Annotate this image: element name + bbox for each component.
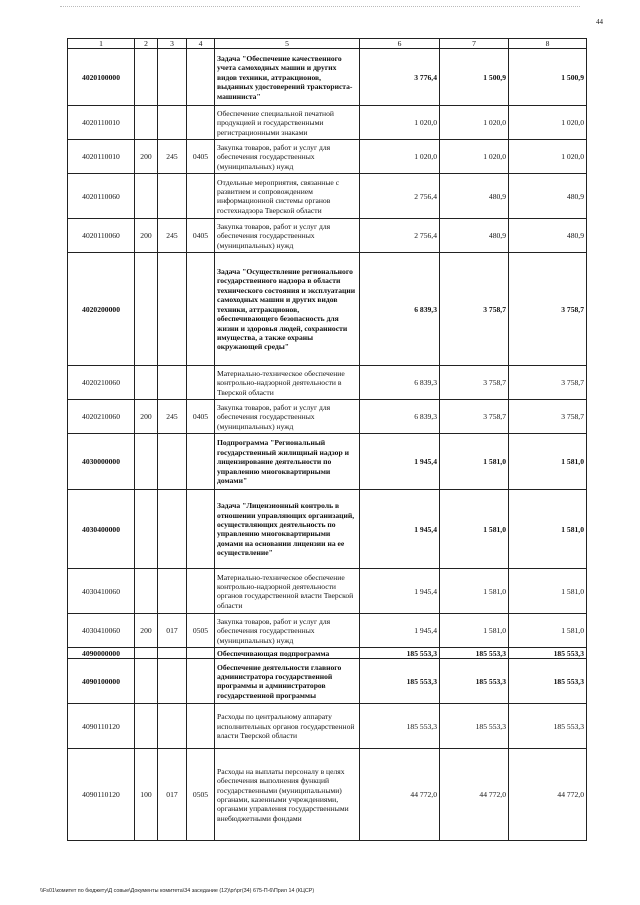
row-value-cell: 2 756,4	[360, 219, 440, 253]
column-header: 4	[187, 39, 215, 49]
row-code-cell: 4020210060	[68, 400, 135, 434]
row-code-cell: 4030400000	[68, 490, 135, 569]
row-name-cell: Закупка товаров, работ и услуг для обеспечения государственных (муниципальных) нужд	[215, 400, 360, 434]
row-section-cell	[187, 704, 215, 749]
column-header: 6	[360, 39, 440, 49]
row-type-cell: 100	[135, 749, 158, 841]
row-value-cell: 1 945,4	[360, 490, 440, 569]
row-value-cell: 185 553,3	[360, 659, 440, 704]
row-admin-cell	[158, 253, 187, 366]
row-value-cell: 3 758,7	[440, 366, 509, 400]
row-section-cell	[187, 659, 215, 704]
table-row	[68, 704, 587, 749]
row-name-cell: Задача "Обеспечение качественного учета самоходных машин и других видов техники, аттракционов, выданных удостоверений тракториста-машиниста"	[215, 49, 360, 106]
table-row	[68, 253, 587, 366]
row-admin-cell	[158, 659, 187, 704]
row-admin-cell: 245	[158, 400, 187, 434]
row-type-cell: 200	[135, 140, 158, 174]
row-section-cell: 0505	[187, 749, 215, 841]
row-admin-cell: 017	[158, 749, 187, 841]
table-row	[68, 174, 587, 219]
row-value-cell: 6 839,3	[360, 400, 440, 434]
row-name-cell: Материально-техническое обеспечение контрольно-надзорной деятельности в Тверской области	[215, 366, 360, 400]
column-header: 7	[440, 39, 509, 49]
row-type-cell	[135, 49, 158, 106]
file-path-footer: \\Fs01\комитет по бюджету\Д совые\Документы комитета\34 заседание (12)\рг\рг(34) 675-П-6\Прил 14 (КЦСР)	[40, 888, 315, 894]
row-value-cell: 1 581,0	[509, 434, 587, 490]
row-value-cell: 1 945,4	[360, 434, 440, 490]
row-admin-cell	[158, 174, 187, 219]
row-value-cell: 1 581,0	[509, 569, 587, 614]
row-value-cell: 6 839,3	[360, 366, 440, 400]
table-row	[68, 569, 587, 614]
row-value-cell: 1 945,4	[360, 614, 440, 648]
table-row	[68, 749, 587, 841]
row-section-cell	[187, 253, 215, 366]
row-admin-cell: 245	[158, 140, 187, 174]
row-admin-cell	[158, 490, 187, 569]
row-code-cell: 4020110010	[68, 106, 135, 140]
row-value-cell: 1 581,0	[440, 569, 509, 614]
row-section-cell	[187, 174, 215, 219]
row-type-cell: 200	[135, 219, 158, 253]
row-name-cell: Задача "Осуществление регионального государственного надзора в области технического состояния и эксплуатации самоходных машин и других видов техники, аттракционов, обеспечивающего безопасность для жизни и здоровья людей, сохранности имущества, а также охраны окружающей среды"	[215, 253, 360, 366]
row-section-cell: 0505	[187, 614, 215, 648]
row-name-cell: Расходы по центральному аппарату исполнительных органов государственной власти Тверской области	[215, 704, 360, 749]
row-name-cell: Задача "Лицензионный контроль в отношении управляющих организаций, осуществляющих деятельность по управлению многоквартирными домами на основании лицензии на ее осуществление"	[215, 490, 360, 569]
row-section-cell	[187, 648, 215, 659]
row-value-cell: 185 553,3	[360, 648, 440, 659]
row-value-cell: 185 553,3	[440, 648, 509, 659]
row-code-cell: 4090110120	[68, 704, 135, 749]
row-value-cell: 185 553,3	[440, 659, 509, 704]
row-code-cell: 4020110010	[68, 140, 135, 174]
row-value-cell: 1 581,0	[509, 614, 587, 648]
row-value-cell: 480,9	[509, 219, 587, 253]
row-type-cell	[135, 659, 158, 704]
row-value-cell: 2 756,4	[360, 174, 440, 219]
row-value-cell: 44 772,0	[360, 749, 440, 841]
column-header: 5	[215, 39, 360, 49]
row-value-cell: 1 581,0	[440, 614, 509, 648]
row-type-cell	[135, 106, 158, 140]
row-name-cell: Обеспечивающая подпрограмма	[215, 648, 360, 659]
column-header: 3	[158, 39, 187, 49]
row-code-cell: 4020110060	[68, 219, 135, 253]
table-row	[68, 434, 587, 490]
row-value-cell: 185 553,3	[440, 704, 509, 749]
row-admin-cell	[158, 49, 187, 106]
row-value-cell: 1 020,0	[360, 140, 440, 174]
table-row	[68, 400, 587, 434]
row-value-cell: 1 945,4	[360, 569, 440, 614]
row-value-cell: 3 758,7	[440, 253, 509, 366]
row-code-cell: 4090110120	[68, 749, 135, 841]
row-section-cell: 0405	[187, 140, 215, 174]
row-admin-cell: 245	[158, 219, 187, 253]
row-value-cell: 3 758,7	[509, 366, 587, 400]
row-name-cell: Отдельные мероприятия, связанные с развитием и сопровождением информационной системы органов гостехнадзора Тверской области	[215, 174, 360, 219]
row-name-cell: Материально-техническое обеспечение контрольно-надзорной деятельности органов государственной власти Тверской области	[215, 569, 360, 614]
table-row	[68, 49, 587, 106]
row-name-cell: Закупка товаров, работ и услуг для обеспечения государственных (муниципальных) нужд	[215, 614, 360, 648]
row-admin-cell: 017	[158, 614, 187, 648]
row-value-cell: 185 553,3	[509, 704, 587, 749]
page-number: 44	[596, 18, 603, 26]
row-type-cell: 200	[135, 614, 158, 648]
row-name-cell: Закупка товаров, работ и услуг для обеспечения государственных (муниципальных) нужд	[215, 140, 360, 174]
row-value-cell: 1 500,9	[509, 49, 587, 106]
row-value-cell: 44 772,0	[440, 749, 509, 841]
row-code-cell: 4020210060	[68, 366, 135, 400]
table-row	[68, 219, 587, 253]
row-name-cell: Подпрограмма "Региональный государственный жилищный надзор и лицензирование деятельности по управлению многоквартирными домами"	[215, 434, 360, 490]
row-admin-cell	[158, 366, 187, 400]
table-row	[68, 106, 587, 140]
row-code-cell: 4030000000	[68, 434, 135, 490]
row-value-cell: 1 500,9	[440, 49, 509, 106]
row-value-cell: 1 020,0	[440, 140, 509, 174]
row-type-cell	[135, 174, 158, 219]
row-value-cell: 1 581,0	[440, 434, 509, 490]
row-value-cell: 1 020,0	[509, 106, 587, 140]
row-admin-cell	[158, 434, 187, 490]
row-value-cell: 3 758,7	[509, 253, 587, 366]
row-value-cell: 185 553,3	[509, 659, 587, 704]
row-code-cell: 4020200000	[68, 253, 135, 366]
row-value-cell: 3 758,7	[509, 400, 587, 434]
row-type-cell	[135, 434, 158, 490]
row-admin-cell	[158, 106, 187, 140]
table-row	[68, 140, 587, 174]
column-number-row	[68, 39, 587, 49]
table-row	[68, 490, 587, 569]
row-value-cell: 1 020,0	[360, 106, 440, 140]
row-value-cell: 480,9	[440, 174, 509, 219]
column-header: 2	[135, 39, 158, 49]
row-value-cell: 3 758,7	[440, 400, 509, 434]
row-code-cell: 4030410060	[68, 569, 135, 614]
row-value-cell: 480,9	[509, 174, 587, 219]
row-code-cell: 4020110060	[68, 174, 135, 219]
table-row	[68, 366, 587, 400]
row-value-cell: 1 581,0	[509, 490, 587, 569]
table-row	[68, 659, 587, 704]
row-code-cell: 4030410060	[68, 614, 135, 648]
row-value-cell: 1 020,0	[509, 140, 587, 174]
row-type-cell: 200	[135, 400, 158, 434]
row-name-cell: Расходы на выплаты персоналу в целях обеспечения выполнения функций государственными (муниципальными) органами, казенными учреждениями, органами управления государственными внебюджетными фондами	[215, 749, 360, 841]
row-section-cell	[187, 366, 215, 400]
row-section-cell	[187, 434, 215, 490]
row-section-cell: 0405	[187, 400, 215, 434]
row-section-cell	[187, 569, 215, 614]
row-type-cell	[135, 648, 158, 659]
row-section-cell	[187, 106, 215, 140]
row-admin-cell	[158, 648, 187, 659]
row-code-cell: 4090000000	[68, 648, 135, 659]
row-value-cell: 1 581,0	[440, 490, 509, 569]
row-section-cell	[187, 490, 215, 569]
row-section-cell	[187, 49, 215, 106]
row-code-cell: 4020100000	[68, 49, 135, 106]
row-code-cell: 4090100000	[68, 659, 135, 704]
budget-table	[67, 38, 587, 841]
row-value-cell: 44 772,0	[509, 749, 587, 841]
row-type-cell	[135, 490, 158, 569]
row-admin-cell	[158, 704, 187, 749]
row-name-cell: Закупка товаров, работ и услуг для обеспечения государственных (муниципальных) нужд	[215, 219, 360, 253]
row-value-cell: 480,9	[440, 219, 509, 253]
scan-top-line	[60, 6, 580, 8]
row-name-cell: Обеспечение деятельности главного администратора государственной программы и администраторов государственной программы	[215, 659, 360, 704]
column-header: 1	[68, 39, 135, 49]
row-name-cell: Обеспечение специальной печатной продукцией и государственными регистрационными знаками	[215, 106, 360, 140]
row-admin-cell	[158, 569, 187, 614]
row-type-cell	[135, 569, 158, 614]
table-row	[68, 614, 587, 648]
row-value-cell: 185 553,3	[360, 704, 440, 749]
row-type-cell	[135, 704, 158, 749]
row-type-cell	[135, 366, 158, 400]
row-section-cell: 0405	[187, 219, 215, 253]
column-header: 8	[509, 39, 587, 49]
table-row	[68, 648, 587, 659]
row-value-cell: 185 553,3	[509, 648, 587, 659]
row-value-cell: 1 020,0	[440, 106, 509, 140]
row-type-cell	[135, 253, 158, 366]
row-value-cell: 3 776,4	[360, 49, 440, 106]
row-value-cell: 6 839,3	[360, 253, 440, 366]
